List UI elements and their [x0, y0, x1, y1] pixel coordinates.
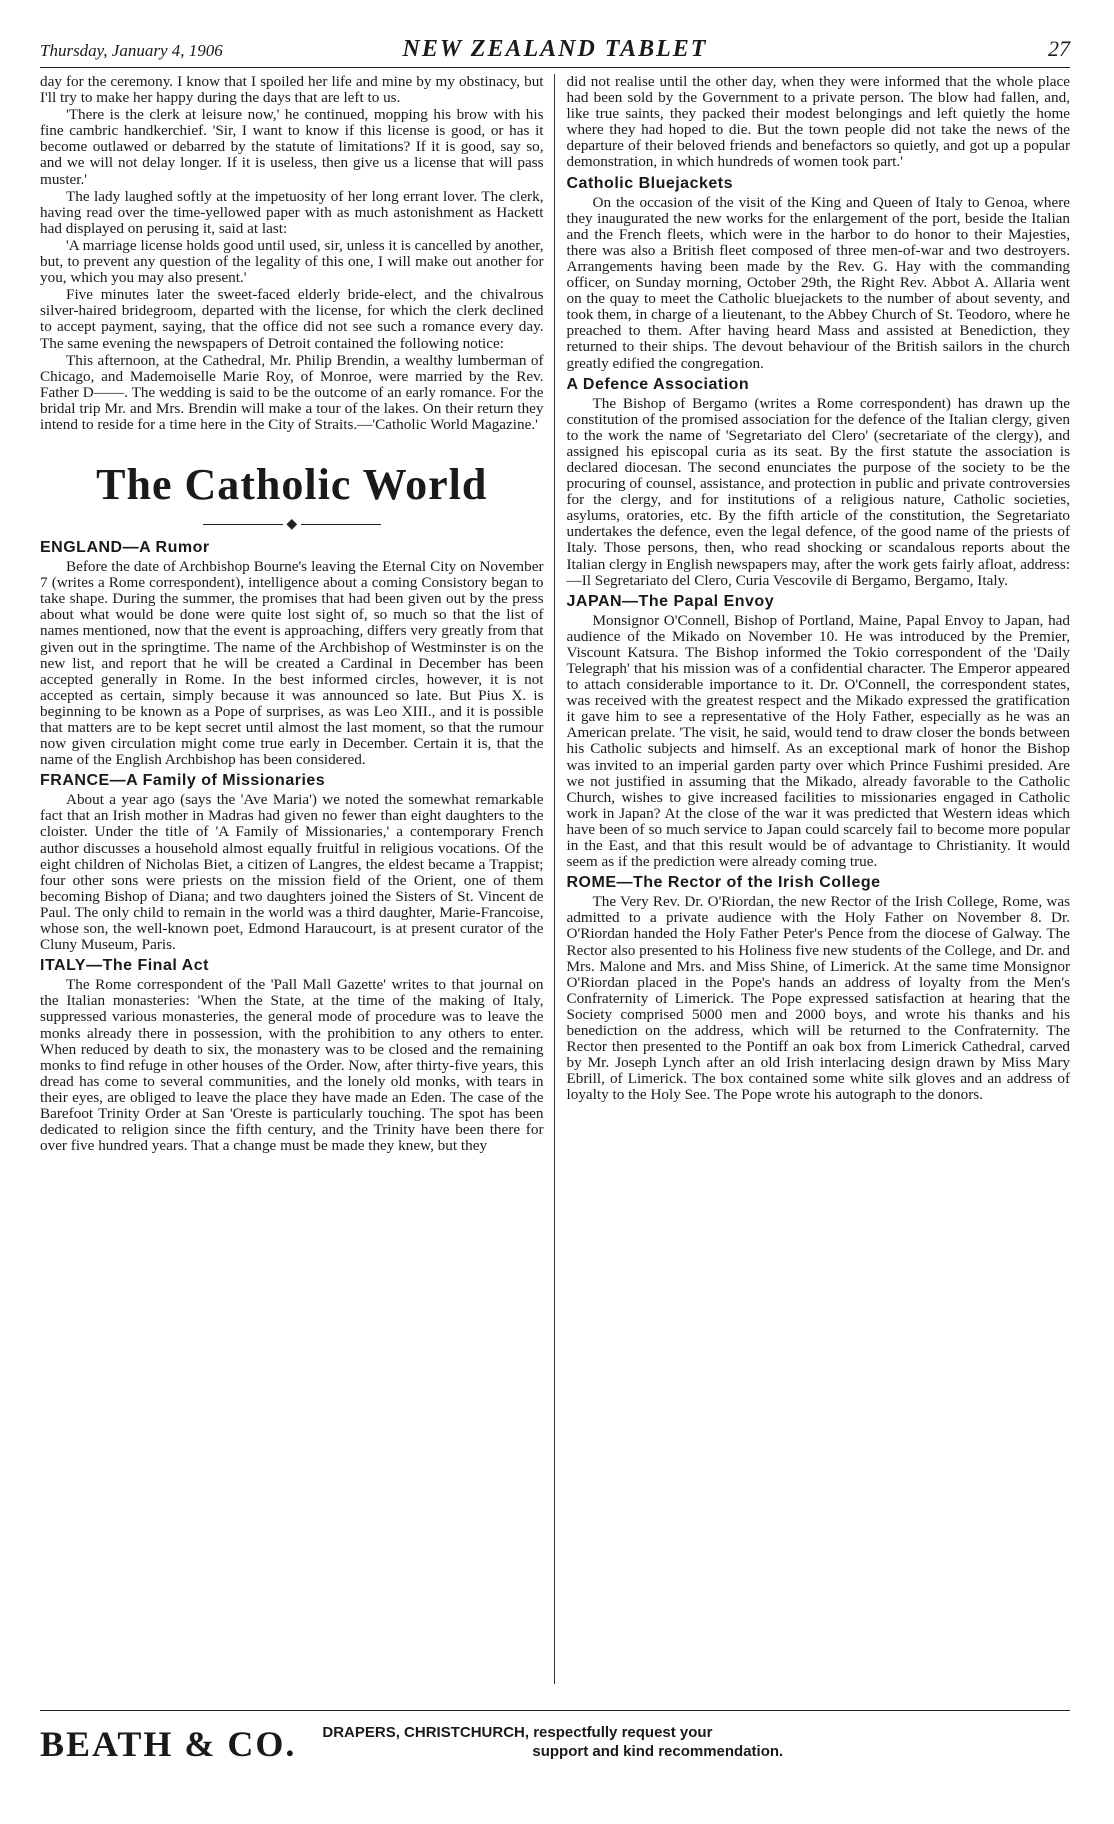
- paragraph: did not realise until the other day, when they were informed that the whole place had been sold by the Government to a private person. The blow had fallen, and, like true saints, they packed their modest belongings and left quietly the home where they had hoped to die. But the town people did not take the news of the departure of their beloved friends and benefactors so quietly, and got up a popular demonstration, in which hundreds of women took part.': [566, 74, 1071, 171]
- catholic-world-heading: The Catholic World: [96, 460, 488, 510]
- news-section: [40, 957, 544, 1154]
- news-section: [567, 874, 1071, 1103]
- newspaper-title: NEW ZEALAND TABLET: [402, 36, 708, 62]
- section-heading: A Defence Association: [566, 375, 750, 393]
- news-section: [567, 175, 1071, 372]
- paragraph: 'There is the clerk at leisure now,' he continued, mopping his brow with his fine cambric handkerchief. 'Sir, I want to know if this license is good, or has it become outlawed or debarred by the statute of limitations? If it is good, say so, and we will not delay longer. If it is useless, then give us a license that will pass muster.': [40, 106, 544, 188]
- left-column: [40, 74, 554, 1684]
- section-heading: FRANCE—A Family of Missionaries: [40, 772, 326, 790]
- story-conclusion: [40, 74, 544, 433]
- paragraph: On the occasion of the visit of the King and Queen of Italy to Genoa, where they inaugurated the new works for the enlargement of the port, beside the Italian and the French fleets, which were in the harbor to do honor to their Majesties, there was also a British fleet composed of three men-of-war and two destroyers. Arrangements having been made by the Rev. G. Hay with the commanding officer, on Sunday morning, October 29th, the Right Rev. Abbot A. Allaria went on the quay to meet the Catholic bluejackets to the number of about seventy, and took them, in charge of a lieutenant, to the Abbey Church of St. Teodoro, where he preached to them. After having heard Mass and assisted at Benediction, they returned to their ships. The devout behaviour of the British sailors in the church greatly edified the congregation.: [566, 193, 1071, 372]
- section-heading: JAPAN—The Papal Envoy: [566, 592, 775, 610]
- ad-line-2: support and kind recommendation.: [532, 1743, 784, 1760]
- news-section: [40, 539, 544, 768]
- right-sections: [567, 175, 1071, 1104]
- paragraph: Monsignor O'Connell, Bishop of Portland, Maine, Papal Envoy to Japan, had audience of the Mikado on November 10. He was introduced by the Premier, Viscount Katsura. The Bishop informed the Tokio correspondent of the 'Daily Telegraph' that his mission was of a confidential character. The Emperor appeared to attach considerable importance to it. Dr. O'Connell, the correspondent states, was received with the greatest respect and the Mikado expressed the gratification it gave him to see a representative of the Holy Father, especially as he was an American prelate. 'The visit, he said, would tend to draw closer the bonds between his Catholic subjects and himself. As an exceptional mark of honor the Bishop was invited to an imperial garden party over which Prince Fushimi presided. Are we not justified in assuming that the Mikado, already favorable to the Catholic Church, wishes to give increased facilities to missionaries engaged in Catholic work in Japan? At the close of the war it was predicted that Western ideas which have been of so much service to Japan could scarcely fail to become more popular in the East, and that this result would be of advantage to Christianity. It would seem as if the prediction were already coming true.: [566, 611, 1071, 871]
- paragraph: The Very Rev. Dr. O'Riordan, the new Rector of the Irish College, Rome, was admitted to a private audience with the Holy Father on November 8. Dr. O'Riordan handed the Holy Father Peter's Pence from the diocese of Galway. The Rector also presented to his Holiness five new students of the College, and Dr. and Mrs. Malone and Mrs. and Miss Shine, of Limerick. At the same time Monsignor O'Riordan placed in the Pope's hands an address of loyalty from the Men's Confraternity of Limerick. The Pope expressed satisfaction at hearing that the Society comprised 5000 men and 2000 boys, and wrote his thanks and his benediction on the address, which will be returned to the Confraternity. The Rector then presented to the Pontiff an oak box from Limerick Cathedral, carved by Mr. Joseph Lynch after an old Irish interlacing design drawn by Miss Mary Ebrill, of Limerick. The box contained some white silk gloves and an address of loyalty to the Holy See. The Pope wrote his autograph to the donors.: [566, 893, 1071, 1104]
- left-sections: [40, 539, 544, 1154]
- ad-line-1: DRAPERS, CHRISTCHURCH, respectfully request your: [322, 1724, 713, 1741]
- news-section: [567, 593, 1071, 871]
- paragraph: The Bishop of Bergamo (writes a Rome correspondent) has drawn up the constitution of the promised association for the defence of the Italian clergy, given to the work the name of 'Segretariato del Clero' (secretariate of the clergy), and assigned his episcopal curia as its seat. By the first statute the association is declared diocesan. The second enunciates the purpose of the society to be the procuring of counsel, assistance, and protection in public and private controversies for the clergy, and for institutions of a religious nature, Catholic societies, asylums, oratories, etc. By the fifth article of the constitution, the Segretariato undertakes the defence, even the legal defence, of the good name of the priests of Italy. Those persons, then, who read shocking or scandalous reports about the Italian clergy in English newspapers may, after the work gets fairly afloat, address:—Il Segretariato del Clero, Curia Vescovile di Bergamo, Bergamo, Italy.: [566, 394, 1071, 589]
- section-heading: ROME—The Rector of the Irish College: [566, 874, 881, 892]
- paragraph: 'A marriage license holds good until used, sir, unless it is cancelled by another, but, to prevent any question of the legality of this one, I will make out another for you, which you may also present.': [40, 236, 544, 287]
- paragraph: day for the ceremony. I know that I spoiled her life and mine by my obstinacy, but I'll try to make her happy during the days that are left to us.: [40, 74, 544, 107]
- italy-continuation: [567, 74, 1071, 171]
- article-columns: [40, 74, 1070, 1684]
- paragraph: The lady laughed softly at the impetuosity of her long errant lover. The clerk, having read over the time-yellowed paper with as much astonishment as Hackett had displayed on perusing it, said at last:: [40, 187, 544, 237]
- page-header: [40, 36, 1070, 68]
- news-section: [40, 772, 544, 953]
- page-number: 27: [1048, 36, 1070, 61]
- paragraph: About a year ago (says the 'Ave Maria') we noted the somewhat remarkable fact that an Irish mother in Madras had given no fewer than eight daughters to the cloister. Under the title of 'A Family of Missionaries,' a contemporary French author discusses a household almost equally fruitful in religious vocations. Of the eight children of Nicholas Biet, a citizen of Langres, the eldest became a Trappist; four other sons were priests on the mission field of the Orient, one of them becoming Bishop of Diana; and two daughters joined the Sisters of St. Vincent de Paul. The only child to remain in the world was a third daughter, Marie-Francoise, whose son, the well-known poet, Edmond Haraucourt, is at present curator of the Cluny Museum, Paris.: [40, 791, 544, 954]
- diamond-ornament-icon: ◆: [286, 517, 298, 533]
- advertisement-text: [322, 1723, 783, 1761]
- paragraph: The Rome correspondent of the 'Pall Mall Gazette' writes to that journal on the Italian monasteries: 'When the State, at the time of the making of Italy, suppressed various monasteries, the general mode of procedure was to leave the monks already there in possession, with the prohibition to any others to enter. When reduced by death to six, the monastery was to be closed and the remaining monks to find refuge in other houses of the Order. Now, after thirty-five years, this dread has come to several communities, and the lonely old monks, with tears in their eyes, are obliged to leave the place they have made an Eden. The case of the Barefoot Trinity Order at San 'Oreste is particularly touching. The spot has been dedicated to religion since the fifth century, and the Trinity have been there for over five hundred years. That a change must be made they knew, but they: [40, 976, 544, 1155]
- news-section: [567, 376, 1071, 589]
- advertisement-footer: [40, 1710, 1070, 1765]
- issue-date: Thursday, January 4, 1906: [40, 41, 223, 60]
- section-heading: ENGLAND—A Rumor: [40, 539, 210, 557]
- paragraph: This afternoon, at the Cathedral, Mr. Philip Brendin, a wealthy lumberman of Chicago, and Mademoiselle Marie Roy, of Monroe, were married by the Rev. Father D——. The wedding is said to be the outcome of an early romance. For the bridal trip Mr. and Mrs. Brendin will make a tour of the lakes. On their return they intend to reside for a time here in the City of Straits.—'Catholic World Magazine.': [40, 351, 544, 433]
- right-column: [555, 74, 1071, 1684]
- paragraph: Five minutes later the sweet-faced elderly bride-elect, and the chivalrous silver-haired bridegroom, departed with the license, for which the clerk declined to accept payment, saying, that the office did not see such a romance every day. The same evening the newspapers of Detroit contained the following notice:: [40, 286, 544, 352]
- section-heading: ITALY—The Final Act: [40, 957, 209, 975]
- paragraph: Before the date of Archbishop Bourne's leaving the Eternal City on November 7 (writes a Rome correspondent), intelligence about a coming Consistory began to take shape. During the summer, the promises that had been given out by the press about what would be done were quite lost sight of, so much so that the list of names mentioned, now that the event is approaching, differs very greatly from that given out in the springtime. The name of the Archbishop of Westminster is on the new list, and report that he will be created a Cardinal in December has been accepted generally in Rome. In the best informed circles, however, it is not accepted as certain, simply because it was announced so late. But Pius X. is beginning to be known as a Pope of surprises, as was Leo XIII., and it is possible that matters are to be kept secret until almost the last moment, so that the rumour now given circulation might come true early in December. Certain it is, that the name of the English Archbishop has been considered.: [40, 558, 544, 769]
- section-heading: Catholic Bluejackets: [566, 174, 733, 192]
- advertiser-name: BEATH & CO.: [40, 1724, 297, 1764]
- ornament-divider: [40, 516, 544, 533]
